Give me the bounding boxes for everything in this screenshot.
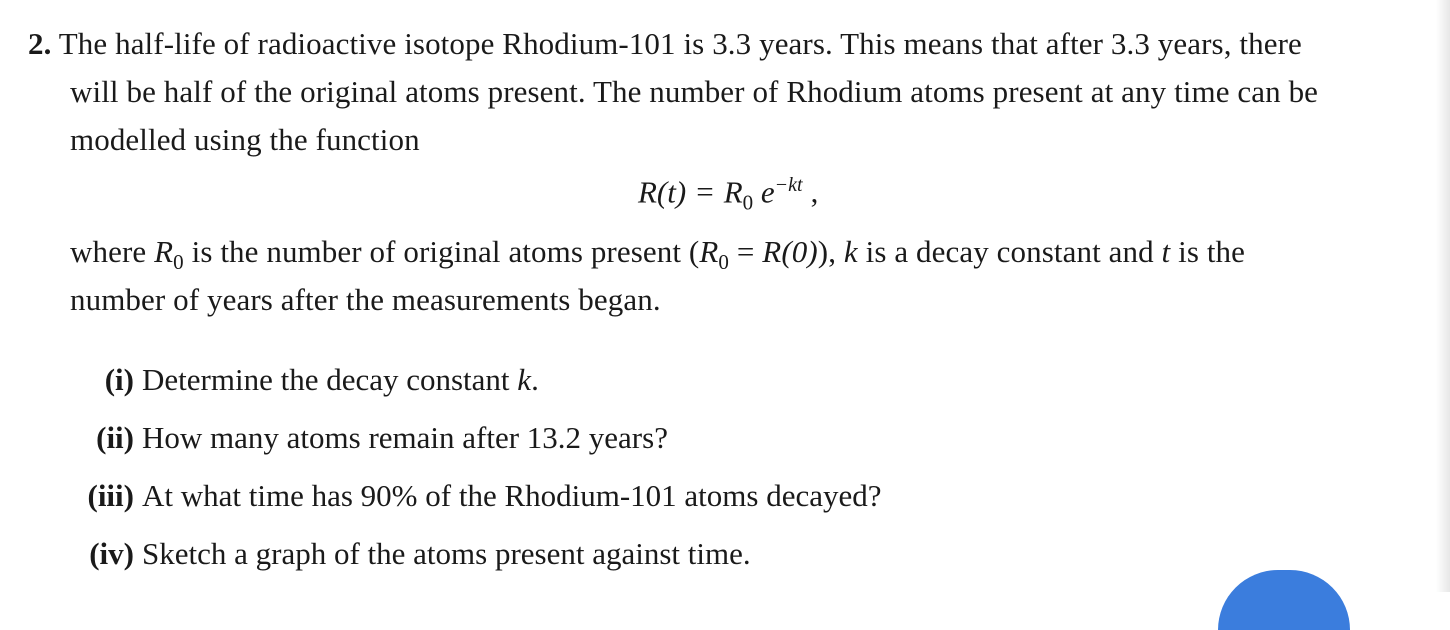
where-text-d: is a decay constant and bbox=[857, 234, 1162, 269]
part-i-body: Determine the decay constant bbox=[142, 362, 518, 397]
part-ii-label: (ii) bbox=[96, 420, 134, 455]
where-r: R bbox=[154, 234, 174, 269]
where-line-2 bbox=[70, 280, 661, 320]
where-text-a: where bbox=[70, 234, 155, 269]
problem-line-1 bbox=[28, 24, 1302, 64]
problem-line-3 bbox=[70, 120, 420, 160]
where-text-e: is the bbox=[1170, 234, 1246, 269]
part-i-text bbox=[142, 360, 539, 400]
decay-formula bbox=[638, 165, 818, 223]
part-iii-label: (iii) bbox=[87, 478, 134, 513]
formula-equals: = bbox=[696, 174, 714, 210]
where-r0 bbox=[154, 234, 184, 275]
where-line-1 bbox=[70, 232, 1245, 282]
part-iii-text: At what time has 90% of the Rhodium-101 atoms decayed? bbox=[142, 478, 882, 513]
problem-line-2 bbox=[70, 72, 1318, 112]
formula-base-sub: 0 bbox=[742, 190, 754, 215]
part-ii-text: How many atoms remain after 13.2 years? bbox=[142, 420, 668, 455]
where-r-sub: 0 bbox=[173, 250, 184, 275]
where-text-b: is the number of original atoms present ( bbox=[183, 234, 700, 269]
where-text-c: ), bbox=[817, 234, 844, 269]
part-i-label: (i) bbox=[104, 362, 134, 397]
floating-action-button[interactable] bbox=[1218, 570, 1350, 630]
where-k: k bbox=[843, 234, 858, 269]
problem-number: 2. bbox=[28, 26, 52, 61]
formula-lhs: R(t) bbox=[638, 174, 687, 210]
formula-exponent: −kt bbox=[774, 174, 803, 196]
problem-intro-1: The half-life of radioactive isotope Rhodium-101 is 3.3 years. This means that after 3.3 years, there bbox=[58, 26, 1302, 61]
problem-intro-2: will be half of the original atoms present. The number of Rhodium atoms present at any time can be bbox=[70, 74, 1319, 109]
where-r0-b bbox=[699, 234, 729, 275]
part-iv-text: Sketch a graph of the atoms present against time. bbox=[142, 536, 751, 571]
part-i-math: k bbox=[517, 362, 532, 397]
where-t: t bbox=[1161, 234, 1171, 269]
formula-exp-base: e bbox=[760, 174, 775, 210]
where-r2: R bbox=[699, 234, 719, 269]
where-r2-sub: 0 bbox=[718, 250, 729, 275]
part-iv-label: (iv) bbox=[89, 536, 134, 571]
page-edge-shadow bbox=[1436, 0, 1450, 592]
formula-comma: , bbox=[810, 174, 819, 210]
formula-base: R bbox=[723, 174, 743, 210]
where-r0-expr: R(0) bbox=[762, 234, 818, 269]
problem-intro-3: modelled using the function bbox=[70, 122, 420, 157]
where-text-line2: number of years after the measurements began. bbox=[70, 282, 661, 317]
part-i-tail: . bbox=[531, 362, 539, 397]
where-equals: = bbox=[729, 234, 763, 269]
